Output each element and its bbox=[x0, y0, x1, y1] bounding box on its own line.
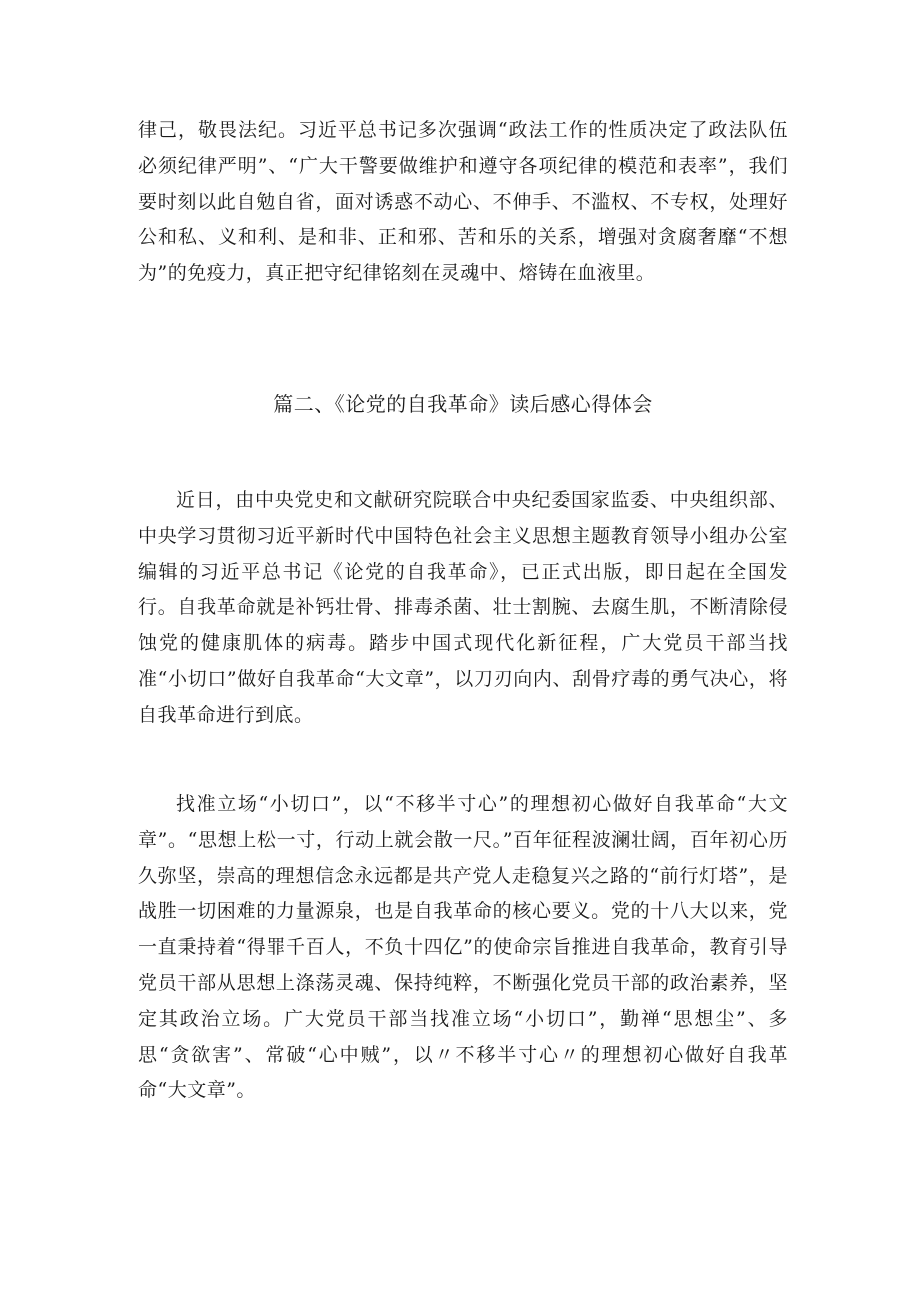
body-paragraph: 找准立场“小切口”，以“不移半寸心”的理想初心做好自我革命“大文章”。“思想上松一寸，行动上就会散一尺。”百年征程波澜壮阔，百年初心历久弥坚，崇高的理想信念永远都是共产党人走稳复兴之路的“前行灯塔”，是战胜一切困难的力量源泉，也是自我革命的核心要义。党的十八大以来，党一直秉持着“得罪千百人，不负十四亿”的使命宗旨推进自我革命，教育引导党员干部从思想上涤荡灵魂、保持纯粹，不断强化党员干部的政治素养，坚定其政治立场。广大党员干部当找准立场“小切口”，勤禅“思想尘”、多思“贪欲害”、常破“心中贼”，以〃不移半寸心〃的理想初心做好自我革命“大文章”。 bbox=[138, 793, 788, 1102]
intro-paragraph: 近日，由中央党史和文献研究院联合中央纪委国家监委、中央组织部、中央学习贯彻习近平新时代中国特色社会主义思想主题教育领导小组办公室编辑的习近平总书记《论党的自我革命》，已正式出版，即日起在全国发行。自我革命就是补钙壮骨、排毒杀菌、壮士割腕、去腐生肌，不断清除侵蚀党的健康肌体的病毒。踏步中国式现代化新征程，广大党员干部当找准“小切口”做好自我革命“大文章”，以刀刃向内、刮骨疗毒的勇气决心，将自我革命进行到底。 bbox=[138, 489, 788, 726]
continuation-paragraph: 律己，敬畏法纪。习近平总书记多次强调“政法工作的性质决定了政法队伍必须纪律严明”、“广大干警要做维护和遵守各项纪律的模范和表率”，我们要时刻以此自勉自省，面对诱惑不动心、不伸手、不滥权、不专权，处理好公和私、义和利、是和非、正和邪、苦和乐的关系，增强对贪腐奢靡“不想为”的免疫力，真正把守纪律铭刻在灵魂中、熔铸在血液里。 bbox=[138, 119, 788, 285]
section-title: 篇二、《论党的自我革命》读后感心得体会 bbox=[273, 392, 653, 416]
